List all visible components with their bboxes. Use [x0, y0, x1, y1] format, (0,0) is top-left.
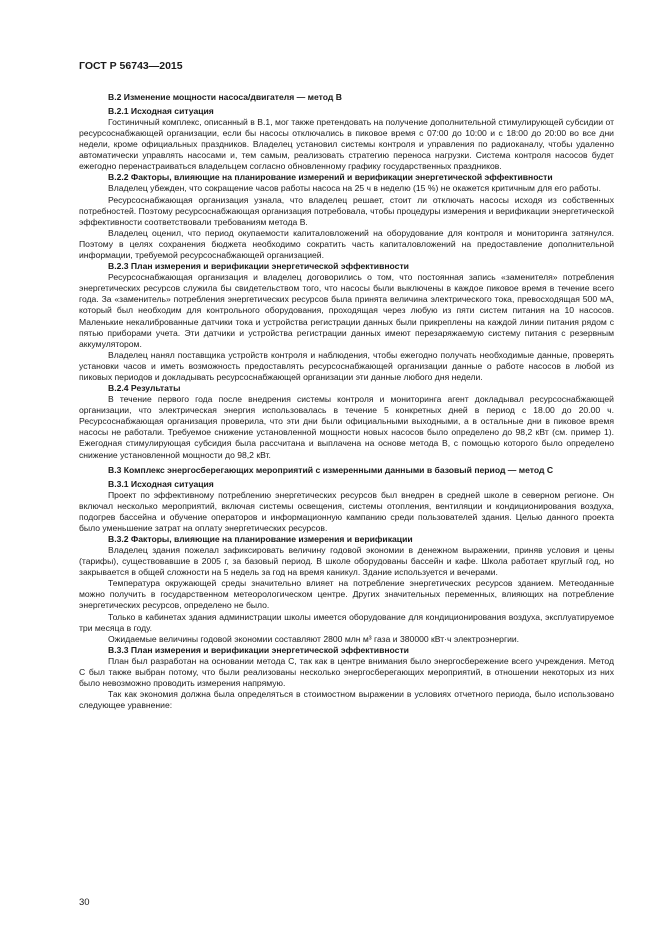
- paragraph: Гостиничный комплекс, описанный в В.1, мог также претендовать на получение дополнительной стимулирующей субсидии от ресурсоснабжающей организации, если бы насосы отключались в пиковое время с 07:00 до 10:00 и с 18:00 до 20:00 во все дни недели, кроме официальных праздников. Владелец установил системы контроля и управления по радиоканалу, чтобы удаленно автоматически управлять насосами и, тем самым, реализовать стратегию переноса нагрузки. Система контроля насосов будет ежегодно перенастраиваться владельцем согласно обновленному графику государственных праздников.: [79, 117, 614, 172]
- paragraph: Только в кабинетах здания администрации школы имеется оборудование для кондиционирования воздуха, эксплуатируемое три месяца в году.: [79, 611, 614, 633]
- subsection-heading: В.3.3 План измерения и верификации энергетической эффективности: [108, 644, 409, 655]
- subsection-heading: В.2.2 Факторы, влияющие на планирование измерений и верификации энергетической эффективности: [108, 172, 553, 183]
- paragraph: В течение первого года после внедрения системы контроля и мониторинга агент докладывал ресурсоснабжающей организации, что электрическая энергия использовалась в течение 5 конкретных дней в период с 18.00 до 20.00 ч. Ресурсоснабжающая организация проверила, что эти дни были официальными выходными, а в остальные дни в пиковое время насосы не работали. Требуемое снижение установленной мощности новых насосов было определено до 98,2 кВт (см. пример 1). Ежегодная стимулирующая субсидия была рассчитана и выплачена на основе метода В, с помощью которого было определено снижение установленной мощности до 98,2 кВт.: [79, 394, 614, 460]
- paragraph: Так как экономия должна была определяться в стоимостном выражении в условиях отчетного периода, было использовано следующее уравнение:: [79, 689, 614, 711]
- section-heading: В.3 Комплекс энергосберегающих мероприятий с измеренными данными в базовый период — метод С: [108, 464, 554, 475]
- document-id-header: ГОСТ Р 56743—2015: [79, 60, 183, 72]
- subsection-heading: В.2.4 Результаты: [108, 383, 181, 394]
- paragraph: Температура окружающей среды значительно влияет на потребление энергетических ресурсов зданием. Метеоданные можно получить в государственном метеорологическом центре. Других значительных переменных, влияющих на потребление энергетических ресурсов, определено не было.: [79, 578, 614, 611]
- paragraph: Проект по эффективному потреблению энергетических ресурсов был внедрен в средней школе в северном регионе. Он включал несколько мероприятий, включая системы освещения, системы отопления, вентиляции и кондиционирования воздуха, подогрев бассейна и обучение операторов и информационную кампанию среди пользователей здания. Целью данного проекта было уменьшение затрат на оплату энергетических ресурсов.: [79, 489, 614, 533]
- paragraph: Ресурсоснабжающая организация и владелец договорились о том, что постоянная запись «заменителя» потребления энергетических ресурсов служила бы свидетельством того, что насосы были выключены в каждое пиковое время в течение всего года. За «заменитель» потребления энергетических ресурсов была принята величина электрического тока, превосходящая 500 мА, который был необходим для контрольного оборудования, проходящая через любую из пяти систем питания на 10 насосов. Маленькие некалиброванные датчики тока и устройства регистрации данных были прикреплены на каждой линии питания рядом с пятью приборами учета. Эти датчики и устройства регистрации данных имеют перезаряжаемую систему питания с резервным аккумулятором.: [79, 272, 614, 349]
- paragraph: Владелец оценил, что период окупаемости капиталовложений на оборудование для контроля и мониторинга затянулся. Поэтому в целях сохранения бюджета необходимо сократить часть капиталовложений на предоставление дополнительной информации, требуемой ресурсоснабжающей организацией.: [79, 227, 614, 261]
- document-page: [79, 60, 614, 711]
- paragraph: Владелец здания пожелал зафиксировать величину годовой экономии в денежном выражении, приняв условия и цены (тарифы), существовавшие в 2005 г, за базовый период. В школе оборудованы бассейн и кафе. Школа работает круглый год, но закрывается в общей сложности на 5 недель за год на время каникул. Здание используется и вечерами.: [79, 545, 614, 578]
- subsection-heading: В.2.3 План измерения и верификации энергетической эффективности: [108, 261, 409, 272]
- paragraph: Ресурсоснабжающая организация узнала, что владелец решает, стоит ли отключать насосы исходя из собственных потребностей. Поэтому ресурсоснабжающая организация потребовала, чтобы процедуры измерения и верификации энергетической эффективности соответствовали требованиям метода В.: [79, 194, 614, 227]
- subsection-heading: В.3.1 Исходная ситуация: [108, 478, 214, 489]
- section-heading: В.2 Изменение мощности насоса/двигателя — метод В: [108, 92, 342, 102]
- paragraph: Владелец убежден, что сокращение часов работы насоса на 25 ч в неделю (15 %) не окажется критичным для его работы.: [108, 183, 601, 194]
- subsection-heading: В.3.2 Факторы, влияющие на планирование измерения и верификации: [108, 534, 413, 544]
- page-number: 30: [79, 897, 90, 908]
- paragraph: План был разработан на основании метода С, так как в центре внимания было энергосбережение всего учреждения. Метод С был также выбран потому, что были реализованы несколько энергосберегающих мероприятий, в отношении некоторых из них было невозможно проводить измерения напрямую.: [79, 655, 614, 689]
- subsection-heading: В.2.1 Исходная ситуация: [108, 106, 214, 116]
- document-body: [79, 92, 614, 711]
- paragraph: Ожидаемые величины годовой экономии составляют 2800 млн м³ газа и 380000 кВт·ч электроэнергии.: [108, 633, 520, 644]
- paragraph: Владелец нанял поставщика устройств контроля и наблюдения, чтобы ежегодно получать необходимые данные, проверять установки часов и иметь возможность предоставлять ресурсоснабжающей организации данные о работе насосов в любой из пиковых периодов и докладывать ресурсоснабжающей организации эти данные любого дня недели.: [79, 349, 614, 382]
